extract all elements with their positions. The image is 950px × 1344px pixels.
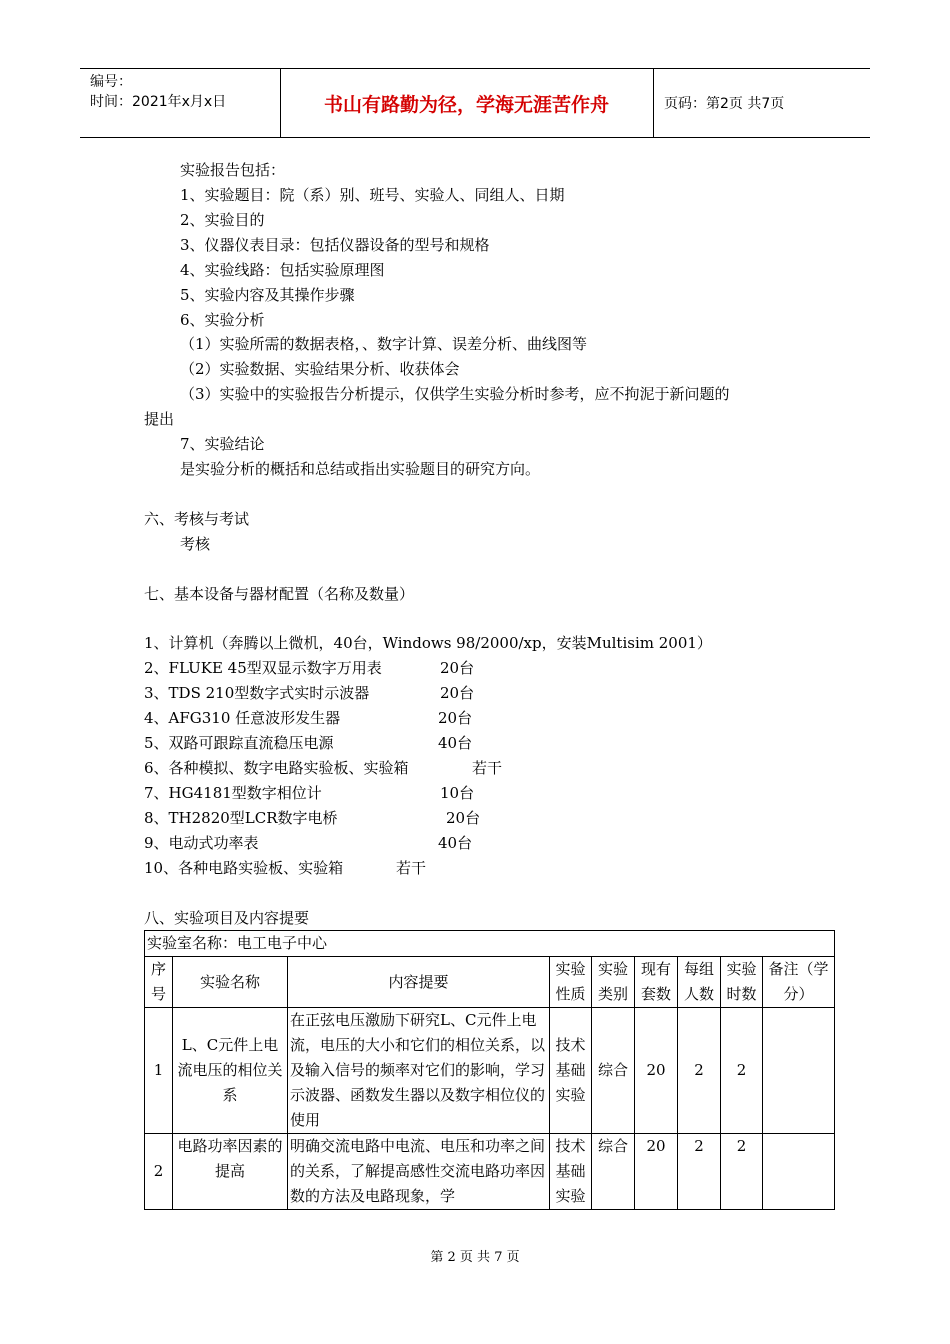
column-header: 实验类别 <box>592 957 635 1008</box>
column-header: 现有套数 <box>635 957 678 1008</box>
report-item: 4、实验线路：包括实验原理图 <box>180 261 385 279</box>
cell-note <box>763 1134 835 1210</box>
equipment-item <box>144 782 474 804</box>
table-row <box>145 1134 835 1210</box>
equipment-name: 5、双路可跟踪直流稳压电源 <box>144 734 334 752</box>
header-motto: 书山有路勤为径，学海无涯苦作舟 <box>323 93 609 116</box>
equipment-name: 4、AFG310 任意波形发生器 <box>144 709 341 727</box>
number-label: 编号： <box>90 74 132 90</box>
report-item: 2、实验目的 <box>180 211 265 229</box>
equipment-item <box>144 732 472 754</box>
cell-summary: 明确交流电路中电流、电压和功率之间的关系，了解提高感性交流电路功率因数的方法及电路现象，学 <box>288 1134 550 1210</box>
table-caption-row <box>145 931 835 957</box>
equipment-qty: 40台 <box>438 734 473 752</box>
header-page-info: 页码：第2页 共7页 <box>664 96 785 112</box>
equipment-item <box>144 632 712 654</box>
cell-hours: 2 <box>721 1008 763 1134</box>
report-sub-item: （1）实验所需的数据表格，、数字计算、误差分析、曲线图等 <box>180 335 588 353</box>
cell-category: 综合 <box>592 1008 635 1134</box>
report-item: 1、实验题目：院（系）别、班号、实验人、同组人、日期 <box>180 186 565 204</box>
equipment-name: 10、各种电路实验板、实验箱 <box>144 859 344 877</box>
equipment-qty: 若干 <box>472 759 503 777</box>
page-header <box>80 68 870 138</box>
cell-no: 2 <box>145 1134 173 1210</box>
equipment-name: 8、TH2820型LCR数字电桥 <box>144 809 338 827</box>
equipment-qty: 20台 <box>440 684 475 702</box>
header-left <box>90 72 226 112</box>
equipment-item <box>144 707 472 729</box>
cell-nature: 技术基础实验 <box>550 1008 592 1134</box>
section-heading: 七、基本设备与器材配置（名称及数量） <box>144 585 415 603</box>
equipment-qty: 10台 <box>440 784 475 802</box>
report-item: 5、实验内容及其操作步骤 <box>180 286 355 304</box>
equipment-qty: 20台 <box>446 809 481 827</box>
equipment-qty: 若干 <box>396 859 427 877</box>
equipment-item <box>144 757 502 779</box>
cell-sets: 20 <box>635 1008 678 1134</box>
equipment-qty: 40台 <box>438 834 473 852</box>
equipment-item <box>144 832 472 854</box>
cell-hours: 2 <box>721 1134 763 1210</box>
cell-summary: 在正弦电压激励下研究L、C元件上电流，电压的大小和它们的相位关系，以及输入信号的频率对它们的影响，学习示波器、函数发生器以及数字相位仪的使用 <box>288 1008 550 1134</box>
equipment-qty: 20台 <box>440 659 475 677</box>
cell-note <box>763 1008 835 1134</box>
cell-per-group: 2 <box>678 1134 721 1210</box>
cell-nature: 技术基础实验 <box>550 1134 592 1210</box>
report-sub-item: （3）实验中的实验报告分析提示，仅供学生实验分析时参考，应不拘泥于新问题的 <box>180 385 730 403</box>
equipment-qty: 20台 <box>438 709 473 727</box>
cell-sets: 20 <box>635 1134 678 1210</box>
report-sub-item: （2）实验数据、实验结果分析、收获体会 <box>180 360 460 378</box>
experiment-table <box>144 930 835 1210</box>
report-conclusion: 是实验分析的概括和总结或指出实验题目的研究方向。 <box>180 460 541 478</box>
table-header-row <box>145 957 835 1008</box>
report-item: 7、实验结论 <box>180 435 265 453</box>
column-header: 备注（学分） <box>763 957 835 1008</box>
equipment-name: 7、HG4181型数字相位计 <box>144 784 322 802</box>
equipment-name: 6、各种模拟、数字电路实验板、实验箱 <box>144 759 409 777</box>
page-footer: 第 2 页 共 7 页 <box>430 1250 520 1265</box>
cell-per-group: 2 <box>678 1008 721 1134</box>
equipment-item <box>144 807 480 829</box>
column-header: 实验时数 <box>721 957 763 1008</box>
lab-name: 实验室名称：电工电子中心 <box>145 931 835 957</box>
table-row <box>145 1008 835 1134</box>
column-header: 内容提要 <box>288 957 550 1008</box>
equipment-name: 1、计算机（奔腾以上微机，40台，Windows 98/2000/xp，安装Multisim 2001） <box>144 634 712 652</box>
section-body: 考核 <box>180 535 211 553</box>
equipment-name: 2、FLUKE 45型双显示数字万用表 <box>144 659 382 677</box>
equipment-item <box>144 657 474 679</box>
column-header: 每组人数 <box>678 957 721 1008</box>
report-intro: 实验报告包括： <box>180 161 286 179</box>
equipment-name: 9、电动式功率表 <box>144 834 259 852</box>
cell-category: 综合 <box>592 1134 635 1210</box>
equipment-item <box>144 857 426 879</box>
cell-no: 1 <box>145 1008 173 1134</box>
section-heading: 六、考核与考试 <box>144 510 250 528</box>
equipment-name: 3、TDS 210型数字式实时示波器 <box>144 684 370 702</box>
cell-name: 电路功率因素的提高 <box>173 1134 288 1210</box>
time-label: 时间：2021年x月x日 <box>90 94 227 110</box>
column-header: 序号 <box>145 957 173 1008</box>
report-sub-item-wrap: 提出 <box>144 410 175 428</box>
header-divider <box>653 69 654 137</box>
cell-name: L、C元件上电流电压的相位关系 <box>173 1008 288 1134</box>
column-header: 实验名称 <box>173 957 288 1008</box>
report-item: 6、实验分析 <box>180 311 265 329</box>
equipment-item <box>144 682 474 704</box>
report-item: 3、仪器仪表目录：包括仪器设备的型号和规格 <box>180 236 490 254</box>
column-header: 实验性质 <box>550 957 592 1008</box>
section-heading: 八、实验项目及内容提要 <box>144 909 310 927</box>
